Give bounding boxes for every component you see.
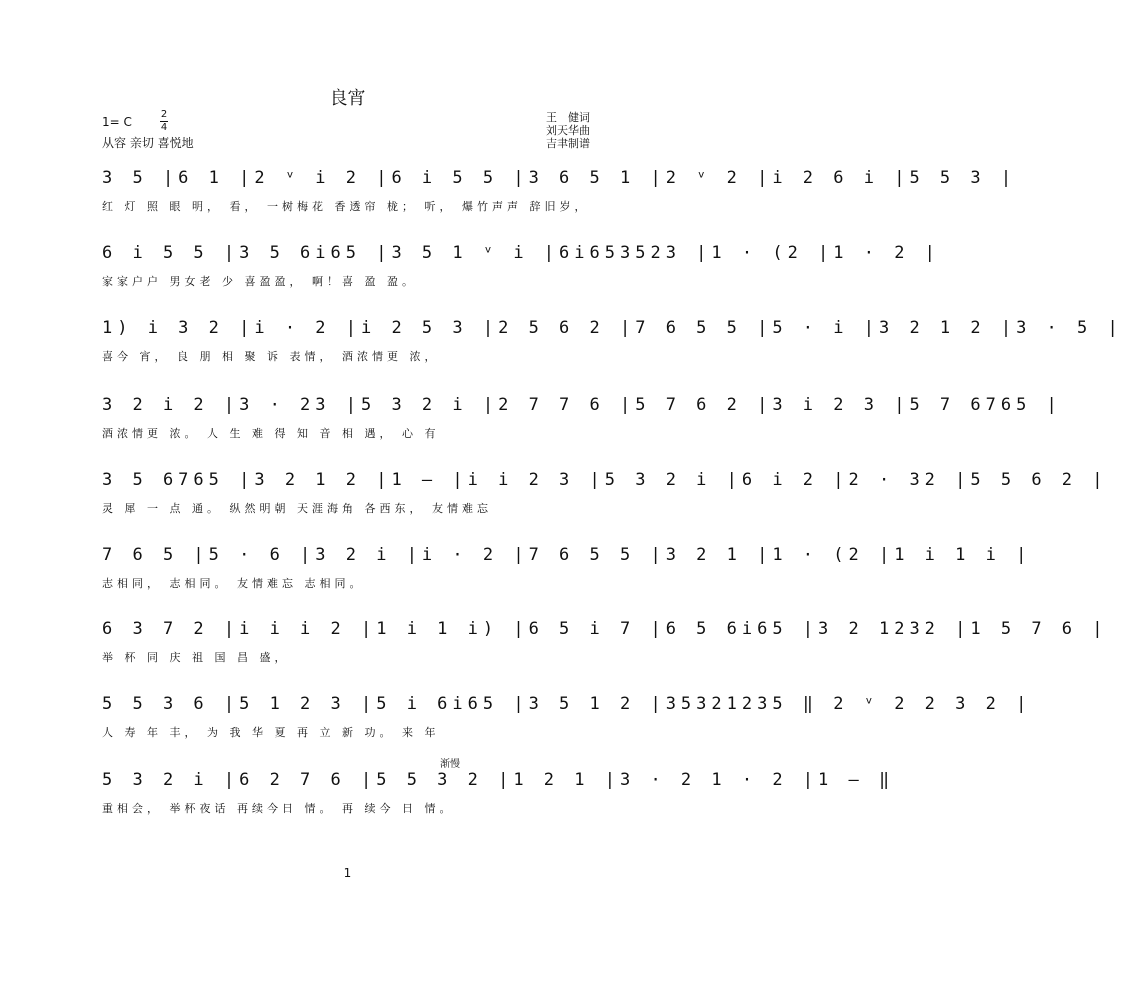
- notes-line: 6 3 7 2 |i i i 2 |1 i 1 i) |6 5 i 7 |6 5 6i65 |3 2 1232 |1 5 7 6 |: [102, 619, 1108, 639]
- lyrics-line: 举 杯 同 庆 祖 国 昌 盛，: [102, 651, 290, 664]
- lyrics-line: 家家户户 男女老 少 喜盈盈， 啊！喜 盈 盈。: [102, 275, 417, 288]
- credits: [546, 111, 590, 150]
- notes-line: 1) i 3 2 |i · 2 |i 2 5 3 |2 5 6 2 |7 6 5 5 |5 · i |3 2 1 2 |3 · 5 |: [102, 318, 1123, 338]
- time-signature-bottom: 4: [160, 122, 168, 133]
- notes-line: 3 5 |6 1 |2 ᵛ i 2 |6 i 5 5 |3 6 5 1 |2 ᵛ 2 |i 2 6 i |5 5 3 |: [102, 168, 1017, 188]
- engraver-credit: 吉聿制谱: [546, 137, 590, 150]
- notes-line: 6 i 5 5 |3 5 6i65 |3 5 1 ᵛ i |6i653523 |1 · (2 |1 · 2 |: [102, 243, 940, 263]
- time-signature: [160, 110, 168, 133]
- key-signature: 1= C: [102, 115, 132, 129]
- lyrics-line: 重相会， 举杯夜话 再续今日 情。 再 续今 日 情。: [102, 802, 455, 815]
- page-title: 良宵: [329, 88, 366, 109]
- tempo-change-mark: 渐慢: [440, 759, 460, 770]
- lyrics-line: 志相同， 志相同。 友情难忘 志相同。: [102, 577, 365, 590]
- tempo-marking: 从容 亲切 喜悦地: [102, 136, 194, 150]
- lyrics-line: 红 灯 照 眼 明， 看， 一树梅花 香透帘 栊； 听， 爆竹声声 辞旧岁，: [102, 200, 590, 213]
- time-signature-top: 2: [160, 109, 168, 120]
- lyrics-line: 酒浓情更 浓。 人 生 难 得 知 音 相 遇， 心 有: [102, 427, 440, 440]
- notes-line: 7 6 5 |5 · 6 |3 2 i |i · 2 |7 6 5 5 |3 2 1 |1 · (2 |1 i 1 i |: [102, 545, 1032, 565]
- notes-line: 5 3 2 i |6 2 7 6 |5 5 3 2 |1 2 1 |3 · 2 1 · 2 |1 — ‖: [102, 770, 895, 790]
- notes-line: 3 2 i 2 |3 · 23 |5 3 2 i |2 7 7 6 |5 7 6 2 |3 i 2 3 |5 7 6765 |: [102, 395, 1062, 415]
- composer-credit: 刘天华曲: [546, 124, 590, 137]
- page-number: 1: [343, 866, 352, 880]
- lyrics-line: 喜今 宵， 良 朋 相 聚 诉 表情， 酒浓情更 浓，: [102, 350, 440, 363]
- lyrics-line: 灵 犀 一 点 通。 纵然明朝 天涯海角 各西东， 友情难忘: [102, 502, 492, 515]
- lyricist-credit: 王 健词: [546, 111, 590, 124]
- lyrics-line: 人 寿 年 丰， 为 我 华 夏 再 立 新 功。 来 年: [102, 726, 440, 739]
- notes-line: 5 5 3 6 |5 1 2 3 |5 i 6i65 |3 5 1 2 |35321235 ‖ 2 ᵛ 2 2 3 2 |: [102, 694, 1032, 714]
- notes-line: 3 5 6765 |3 2 1 2 |1 — |i i 2 3 |5 3 2 i |6 i 2 |2 · 32 |5 5 6 2 |: [102, 470, 1108, 490]
